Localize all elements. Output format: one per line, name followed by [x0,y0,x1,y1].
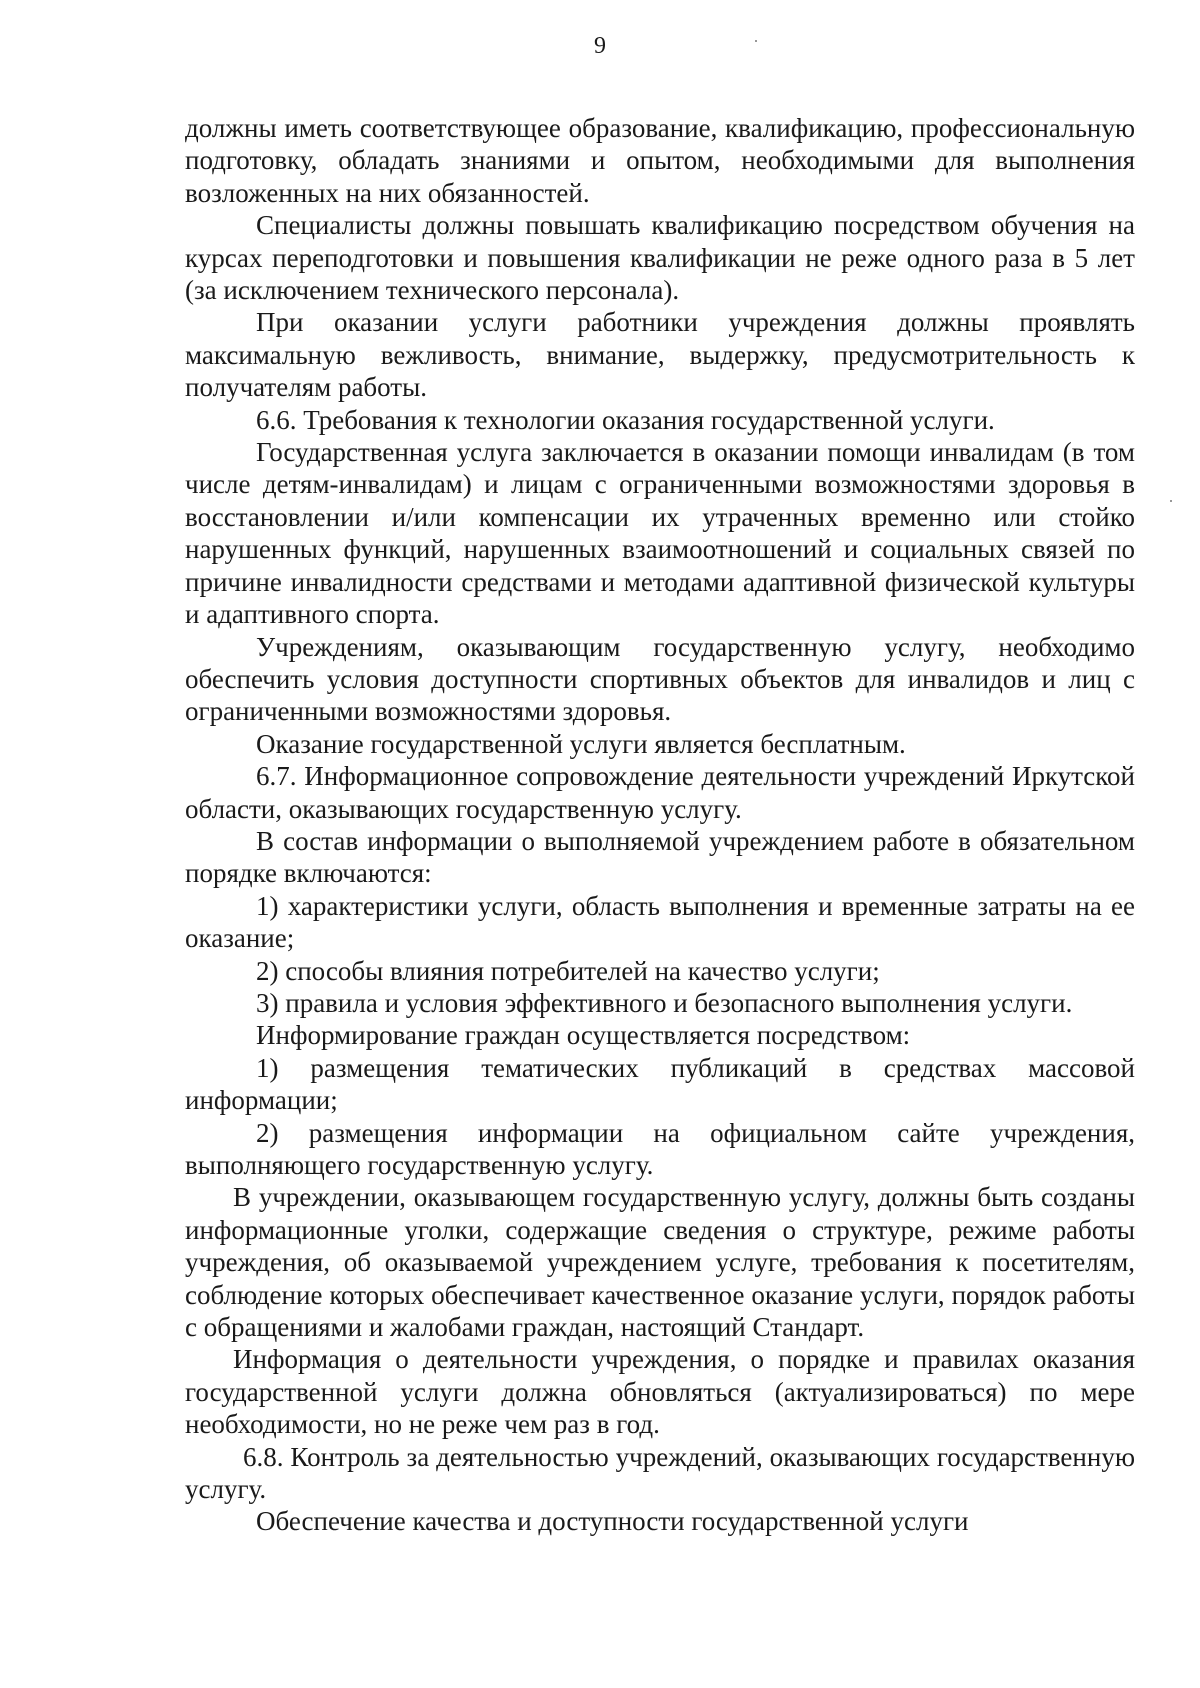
paragraph-16: В учреждении, оказывающем государственную услугу, должны быть созданы информационные уголки, содержащие сведения о структуре, режиме работы учреждения, об оказываемой учреждением услуге, требования к посетителям, соблюдение которых обеспечивает качественное оказание услуги, порядок работы с обращениями и жалобами граждан, настоящий Стандарт. [185,1182,1135,1343]
scan-speck [1170,500,1172,502]
paragraph-2: Специалисты должны повышать квалификацию посредством обучения на курсах переподготовки и повышения квалификации не реже одного раза в 5 лет (за исключением технического персонала). [185,210,1135,306]
paragraph-6: Учреждениям, оказывающим государственную услугу, необходимо обеспечить условия доступности спортивных объектов для инвалидов и лиц с ограниченными возможностями здоровья. [185,631,1135,727]
paragraph-13: Информирование граждан осуществляется посредством: [256,1020,911,1051]
list-item-3: 3) правила и условия эффективного и безопасного выполнения услуги. [256,987,1073,1018]
info-list-item-2: 2) размещения информации на официальном сайте учреждения, выполняющего государственную услугу. [185,1117,1135,1180]
paragraph-5: Государственная услуга заключается в оказании помощи инвалидам (в том числе детям-инвалидам) и лицам с ограниченными возможностями здоровья в восстановлении и/или компенсации их утраченных временно или стойко нарушенных функций, нарушенных взаимоотношений и социальных связей по причине инвалидности средствами и методами адаптивной физической культуры и адаптивного спорта. [185,437,1135,630]
paragraph-17: Информация о деятельности учреждения, о порядке и правилах оказания государственной услуги должна обновляться (актуализироваться) по мере необходимости, но не реже чем раз в год. [185,1344,1135,1440]
section-6-8-heading: 6.8. Контроль за деятельностью учреждений, оказывающих государственную услугу. [185,1441,1135,1505]
list-item-1: 1) характеристики услуги, область выполнения и временные затраты на ее оказание; [185,890,1135,954]
document-body [185,112,1135,1538]
scan-speck [755,40,757,42]
paragraph-9: В состав информации о выполняемой учреждением работе в обязательном порядке включаются: [185,825,1135,889]
paragraph-3: При оказании услуги работники учреждения должны проявлять максимальную вежливость, внимание, выдержку, предусмотрительность к получателям работы. [185,307,1135,403]
info-list-item-1: 1) размещения тематических публикаций в средствах массовой информации; [185,1052,1135,1116]
paragraph-7: Оказание государственной услуги является бесплатным. [256,728,906,759]
paragraph-1: должны иметь соответствующее образование, квалификацию, профессиональную подготовку, обладать знаниями и опытом, необходимыми для выполнения возложенных на них обязанностей. [185,113,1135,208]
list-item-2: 2) способы влияния потребителей на качество услуги; [256,955,880,986]
section-6-7-heading: 6.7. Информационное сопровождение деятельности учреждений Иркутской области, оказывающих государственную услугу. [185,761,1135,824]
section-6-6-heading: 6.6. Требования к технологии оказания государственной услуги. [256,404,995,435]
paragraph-19: Обеспечение качества и доступности государственной услуги [256,1506,969,1537]
page-number: 9 [594,33,606,59]
